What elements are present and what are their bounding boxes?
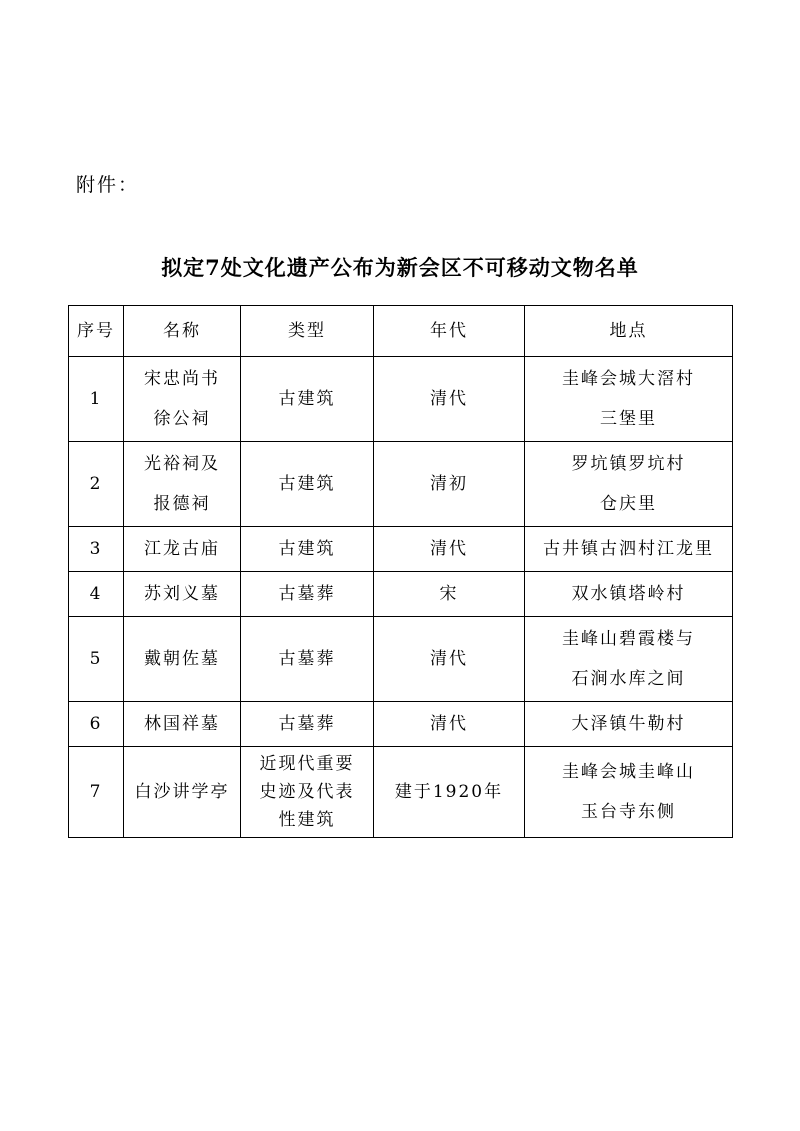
cell-type: 古建筑 bbox=[241, 442, 374, 527]
cell-name: 宋忠尚书 徐公祠 bbox=[124, 357, 241, 442]
cell-type: 古建筑 bbox=[241, 527, 374, 572]
cell-location: 圭峰会城大滘村 三堡里 bbox=[525, 357, 733, 442]
attachment-label: 附件： bbox=[76, 174, 140, 196]
cell-era: 清初 bbox=[374, 442, 525, 527]
cell-location: 圭峰山碧霞楼与 石涧水库之间 bbox=[525, 617, 733, 702]
cell-name: 光裕祠及 报德祠 bbox=[124, 442, 241, 527]
cell-era: 宋 bbox=[374, 572, 525, 617]
cell-era: 清代 bbox=[374, 527, 525, 572]
cell-name: 白沙讲学亭 bbox=[124, 747, 241, 838]
cell-location: 古井镇古泗村江龙里 bbox=[525, 527, 733, 572]
cell-location: 罗坑镇罗坑村 仓庆里 bbox=[525, 442, 733, 527]
cell-no: 5 bbox=[69, 617, 124, 702]
cell-type: 古墓葬 bbox=[241, 617, 374, 702]
table-row bbox=[69, 527, 733, 572]
table-row bbox=[69, 617, 733, 702]
document-title: 拟定7处文化遗产公布为新会区不可移动文物名单 bbox=[161, 255, 639, 280]
header-era: 年代 bbox=[374, 306, 525, 357]
cell-name: 苏刘义墓 bbox=[124, 572, 241, 617]
cell-type: 古墓葬 bbox=[241, 572, 374, 617]
table-row bbox=[69, 747, 733, 838]
cell-era: 清代 bbox=[374, 617, 525, 702]
header-no: 序号 bbox=[69, 306, 124, 357]
cell-no: 7 bbox=[69, 747, 124, 838]
cell-location: 大泽镇牛勒村 bbox=[525, 702, 733, 747]
table-row bbox=[69, 572, 733, 617]
cell-location: 圭峰会城圭峰山 玉台寺东侧 bbox=[525, 747, 733, 838]
cell-no: 6 bbox=[69, 702, 124, 747]
table-row bbox=[69, 442, 733, 527]
cell-type: 古建筑 bbox=[241, 357, 374, 442]
table-header-row bbox=[69, 306, 733, 357]
cell-no: 4 bbox=[69, 572, 124, 617]
cell-era: 清代 bbox=[374, 702, 525, 747]
cell-era: 清代 bbox=[374, 357, 525, 442]
cell-name: 江龙古庙 bbox=[124, 527, 241, 572]
cell-type: 近现代重要 史迹及代表 性建筑 bbox=[241, 747, 374, 838]
cell-name: 戴朝佐墓 bbox=[124, 617, 241, 702]
cell-type: 古墓葬 bbox=[241, 702, 374, 747]
cell-location: 双水镇塔岭村 bbox=[525, 572, 733, 617]
table-row bbox=[69, 357, 733, 442]
header-type: 类型 bbox=[241, 306, 374, 357]
header-location: 地点 bbox=[525, 306, 733, 357]
cell-no: 2 bbox=[69, 442, 124, 527]
cell-name: 林国祥墓 bbox=[124, 702, 241, 747]
header-name: 名称 bbox=[124, 306, 241, 357]
table-row bbox=[69, 702, 733, 747]
heritage-table bbox=[68, 305, 733, 838]
cell-no: 3 bbox=[69, 527, 124, 572]
cell-era: 建于1920年 bbox=[374, 747, 525, 838]
cell-no: 1 bbox=[69, 357, 124, 442]
